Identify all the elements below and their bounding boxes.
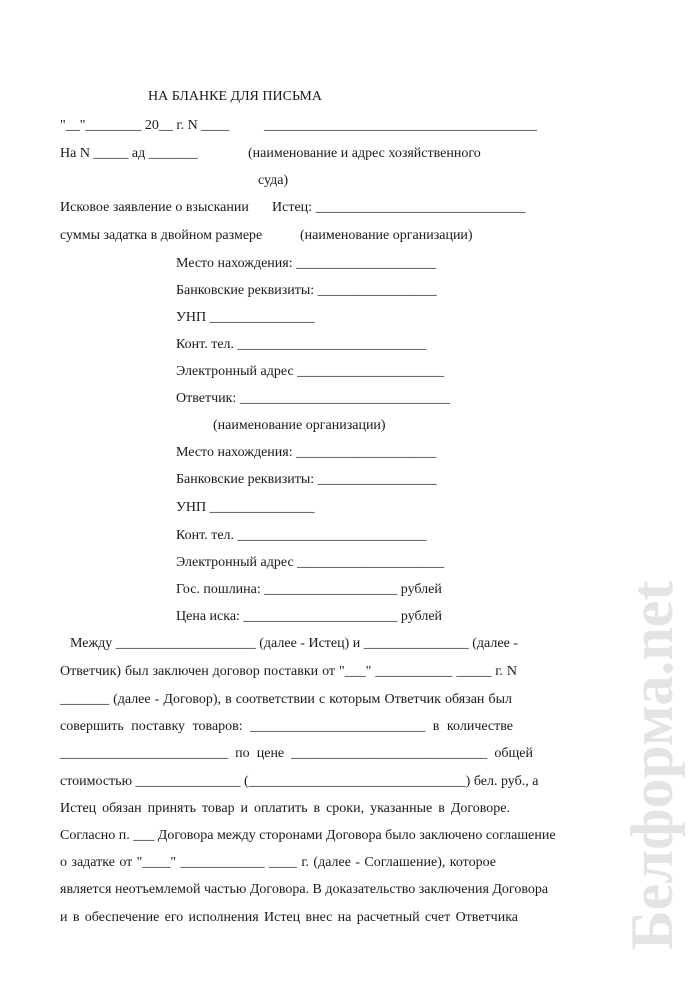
reference-line: На N _____ ад _______ [60,146,198,161]
defendant-phone: Конт. тел. ___________________________ [176,528,427,543]
body-line: является неотъемлемой частью Договора. В доказательство заключения Договора [60,882,549,897]
state-duty: Гос. пошлина: ___________________ рублей [176,582,442,597]
claim-price: Цена иска: ______________________ рублей [176,609,443,624]
defendant-location: Место нахождения: ____________________ [176,445,437,460]
plaintiff-caption: (наименование организации) [300,228,473,243]
plaintiff-bank: Банковские реквизиты: _________________ [176,283,437,298]
defendant-label: Ответчик: ______________________________ [176,391,450,406]
body-line: Между ____________________ (далее - Истец) и _______________ (далее - [70,636,518,651]
body-line: совершить поставку товаров: _________________________ в количестве [60,719,513,734]
defendant-unp: УНП _______________ [176,500,315,515]
body-line: Ответчик) был заключен договор поставки от "___" ___________ _____ г. N [60,664,517,679]
defendant-caption: (наименование организации) [213,418,386,433]
plaintiff-email: Электронный адрес _____________________ [176,364,445,379]
subject-line-1: Исковое заявление о взыскании [60,200,249,215]
defendant-email: Электронный адрес _____________________ [176,555,445,570]
body-line: Согласно п. ___ Договора между сторонами Договора было заключено соглашение [60,828,556,843]
plaintiff-label: Истец: ______________________________ [272,200,526,215]
body-line: стоимостью _______________ (_______________________________) бел. руб., а [60,774,539,789]
body-line: о задатке от "____" ____________ ____ г. (далее - Соглашение), которое [60,855,496,870]
body-line: _______ (далее - Договор), в соответствии с которым Ответчик обязан был [60,692,512,707]
body-line: и в обеспечение его исполнения Истец внес на расчетный счет Ответчика [60,910,518,925]
plaintiff-location: Место нахождения: ____________________ [176,256,437,271]
plaintiff-phone: Конт. тел. ___________________________ [176,337,427,352]
defendant-bank: Банковские реквизиты: _________________ [176,472,437,487]
watermark-logo: Белформа.net [619,580,685,950]
subject-line-2: суммы задатка в двойном размере [60,228,263,243]
court-caption: (наименование и адрес хозяйственного [248,146,481,161]
court-caption-cont: суда) [258,173,289,188]
court-name-blank: _______________________________________ [264,118,537,133]
date-number-line: "__"________ 20__ г. N ____ [60,118,230,133]
plaintiff-unp: УНП _______________ [176,310,315,325]
letterhead-title: НА БЛАНКЕ ДЛЯ ПИСЬМА [148,89,322,104]
body-line: ________________________ по цене ____________________________ общей [60,746,533,761]
body-line: Истец обязан принять товар и оплатить в сроки, указанные в Договоре. [60,801,510,816]
